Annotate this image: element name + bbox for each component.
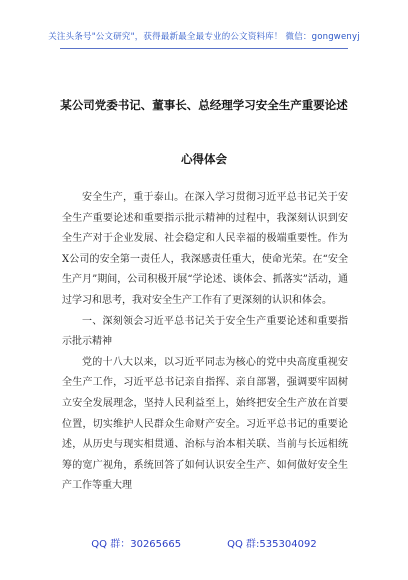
body-paragraph: 党的十八大以来，以习近平同志为核心的党中央高度重视安全生产工作，习近平总书记亲自指挥、亲自部署，强调要牢固树立安全发展理念，坚持人民利益至上，始终把安全生产放在首要位置，切实维护人民群众生命财产安全。习近平总书记的重要论述，从历史与现实相贯通、治标与治本相关联、当前与长远相统筹的宽广视角，系统回答了如何认识安全生产、如何做好安全生产工作等重大理 [62, 356, 348, 492]
header-divider [60, 48, 348, 49]
document-body [62, 188, 348, 497]
footer-qq-group-2: QQ 群:535304092 [227, 539, 317, 550]
document-title: 某公司党委书记、董事长、总经理学习安全生产重要论述 [60, 98, 348, 112]
body-paragraph: 安全生产，重于泰山。在深入学习贯彻习近平总书记关于安全生产重要论述和重要指示批示精神的过程中，我深刻认识到安全生产对于企业发展、社会稳定和人民幸福的极端重要性。作为X公司的安全第一责任人，我深感责任重大，使命光荣。在“安全生产月”期间，公司积极开展“学论述、谈体会、抓落实”活动，通过学习和思考，我对安全生产工作有了更深刻的认识和体会。 [62, 192, 348, 306]
footer-contact [0, 535, 408, 550]
document-subtitle: 心得体会 [181, 152, 227, 166]
footer-qq-group-1: QQ 群：30265665 [91, 539, 182, 550]
header-note: 关注头条号"公文研究"，获得最新最全最专业的公文资料库！ 微信：gongwenyj [48, 32, 360, 42]
section-heading: 一、深刻领会习近平总书记关于安全生产重要论述和重要指示批示精神 [62, 315, 348, 348]
